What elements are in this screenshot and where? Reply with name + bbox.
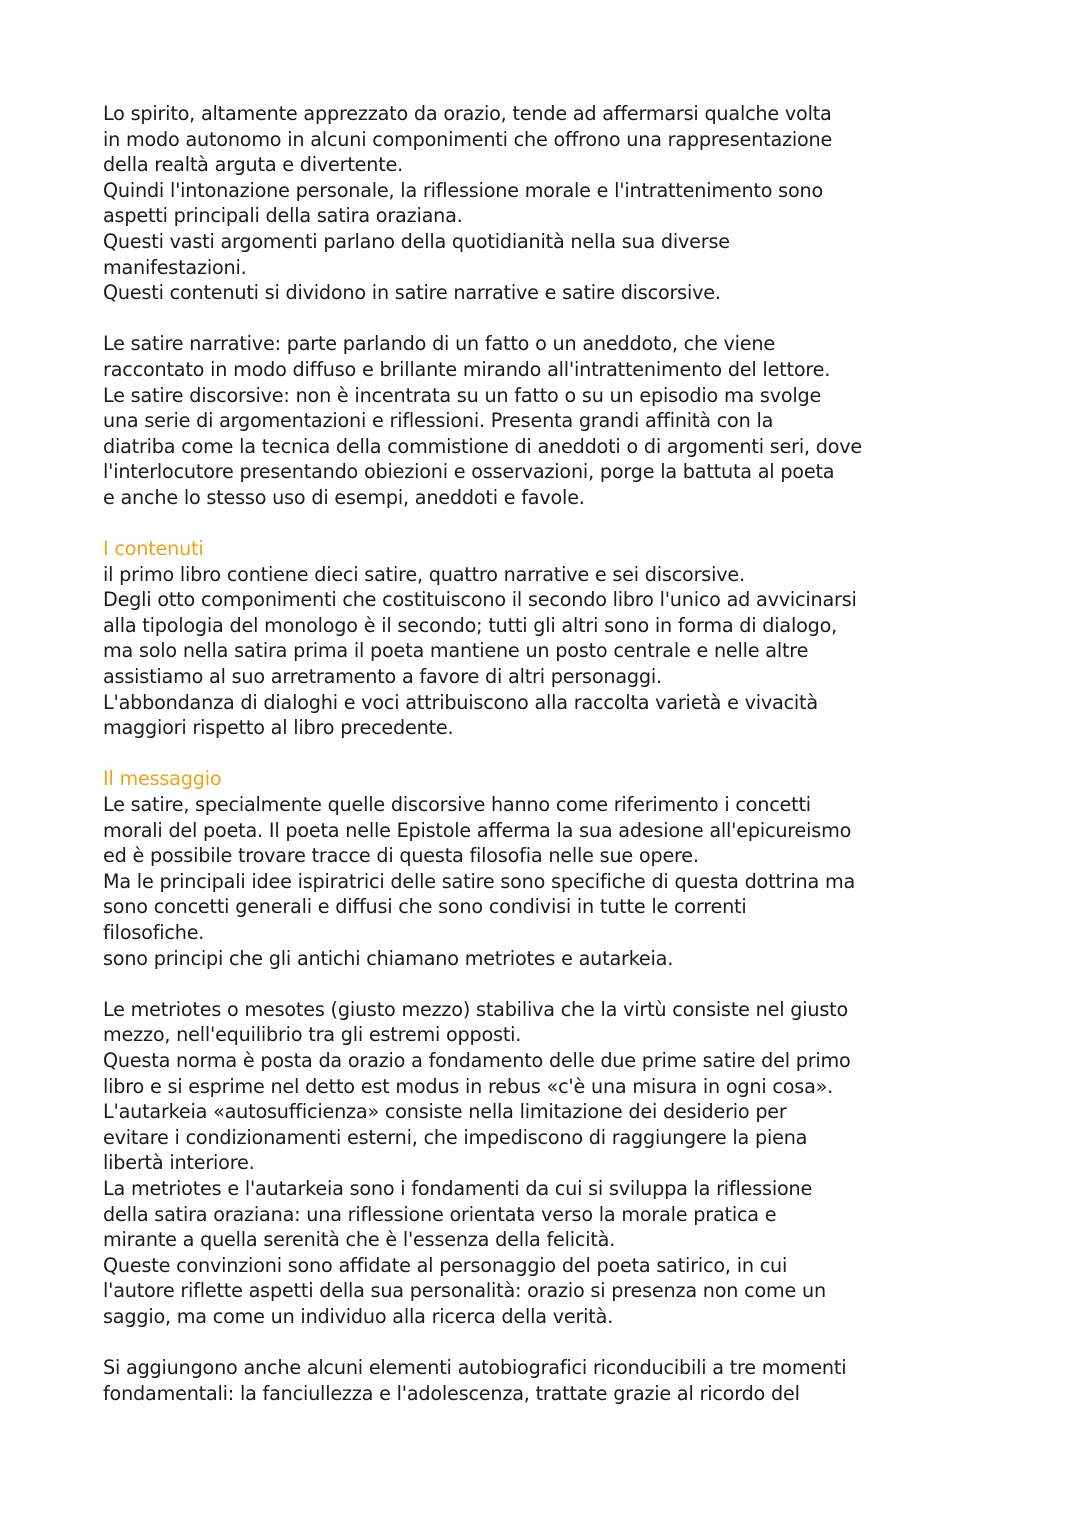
section-heading-contenuti: I contenuti xyxy=(103,537,204,561)
text-line: Degli otto componimenti che costituiscono il secondo libro l'unico ad avvicinarsi xyxy=(103,588,857,612)
text-line: sono principi che gli antichi chiamano metriotes e autarkeia. xyxy=(103,946,674,970)
text-line: manifestazioni. xyxy=(103,255,247,279)
text-line: libertà interiore. xyxy=(103,1151,255,1175)
text-line: evitare i condizionamenti esterni, che impediscono di raggiungere la piena xyxy=(103,1125,808,1149)
text-line: Ma le principali idee ispiratrici delle satire sono specifiche di questa dottrina ma xyxy=(103,869,856,893)
text-line: L'abbondanza di dialoghi e voci attribuiscono alla raccolta varietà e vivacità xyxy=(103,690,818,714)
text-line: l'autore riflette aspetti della sua personalità: orazio si presenza non come un xyxy=(103,1279,826,1303)
text-line: maggiori rispetto al libro precedente. xyxy=(103,716,454,740)
text-line: della realtà arguta e divertente. xyxy=(103,153,404,177)
text-line: sono concetti generali e diffusi che sono condivisi in tutte le correnti xyxy=(103,895,747,919)
text-line: raccontato in modo diffuso e brillante mirando all'intrattenimento del lettore. xyxy=(103,357,831,381)
text-line: ma solo nella satira prima il poeta mantiene un posto centrale e nelle altre xyxy=(103,639,809,663)
contenuti-section xyxy=(103,536,983,741)
text-line: Queste convinzioni sono affidate al personaggio del poeta satirico, in cui xyxy=(103,1253,788,1277)
text-line: della satira oraziana: una riflessione orientata verso la morale pratica e xyxy=(103,1202,777,1226)
text-line: Le satire discorsive: non è incentrata su un fatto o su un episodio ma svolge xyxy=(103,383,822,407)
text-line: mezzo, nell'equilibrio tra gli estremi opposti. xyxy=(103,1023,522,1047)
text-line: assistiamo al suo arretramento a favore di altri personaggi. xyxy=(103,665,662,689)
text-line: l'interlocutore presentando obiezioni e osservazioni, porge la battuta al poeta xyxy=(103,460,835,484)
text-line: Le metriotes o mesotes (giusto mezzo) stabiliva che la virtù consiste nel giusto xyxy=(103,997,848,1021)
text-line: Le satire narrative: parte parlando di un fatto o un aneddoto, che viene xyxy=(103,332,775,356)
intro-paragraph xyxy=(103,101,983,306)
text-line: Le satire, specialmente quelle discorsive hanno come riferimento i concetti xyxy=(103,793,811,817)
text-line: aspetti principali della satira oraziana. xyxy=(103,204,463,228)
text-line: saggio, ma come un individuo alla ricerca della verità. xyxy=(103,1304,614,1328)
text-line: L'autarkeia «autosufficienza» consiste nella limitazione dei desiderio per xyxy=(103,1100,787,1124)
text-line: fondamentali: la fanciullezza e l'adolescenza, trattate grazie al ricordo del xyxy=(103,1381,800,1405)
paragraph-gap xyxy=(103,971,983,997)
paragraph-gap xyxy=(103,741,983,767)
paragraph-gap xyxy=(103,306,983,332)
text-line: Lo spirito, altamente apprezzato da orazio, tende ad affermarsi qualche volta xyxy=(103,102,832,125)
text-line: libro e si esprime nel detto est modus in rebus «c'è una misura in ogni cosa». xyxy=(103,1074,834,1098)
text-line: Questi contenuti si dividono in satire narrative e satire discorsive. xyxy=(103,281,721,305)
text-line: Quindi l'intonazione personale, la riflessione morale e l'intrattenimento sono xyxy=(103,178,824,202)
text-line: Questi vasti argomenti parlano della quotidianità nella sua diverse xyxy=(103,229,730,253)
text-line: mirante a quella serenità che è l'essenza della felicità. xyxy=(103,1228,616,1252)
text-line: filosofiche. xyxy=(103,921,205,944)
metriotes-paragraph xyxy=(103,997,983,1330)
page-content xyxy=(103,101,983,1406)
text-line: alla tipologia del monologo è il secondo; tutti gli altri sono in forma di dialogo, xyxy=(103,613,838,637)
section-heading-messaggio: Il messaggio xyxy=(103,767,222,791)
satire-types-paragraph xyxy=(103,331,983,510)
autobiografia-paragraph xyxy=(103,1355,983,1406)
paragraph-gap xyxy=(103,511,983,537)
text-line: morali del poeta. Il poeta nelle Epistole afferma la sua adesione all'epicureismo xyxy=(103,818,852,842)
messaggio-section xyxy=(103,766,983,971)
text-line: il primo libro contiene dieci satire, quattro narrative e sei discorsive. xyxy=(103,562,745,586)
text-line: Si aggiungono anche alcuni elementi autobiografici riconducibili a tre momenti xyxy=(103,1356,847,1380)
text-line: una serie di argomentazioni e riflessioni. Presenta grandi affinità con la xyxy=(103,409,774,433)
text-line: in modo autonomo in alcuni componimenti che offrono una rappresentazione xyxy=(103,127,833,151)
text-line: La metriotes e l'autarkeia sono i fondamenti da cui si sviluppa la riflessione xyxy=(103,1176,813,1200)
text-line: diatriba come la tecnica della commistione di aneddoti o di argomenti seri, dove xyxy=(103,434,863,458)
text-line: ed è possibile trovare tracce di questa filosofia nelle sue opere. xyxy=(103,844,699,868)
paragraph-gap xyxy=(103,1330,983,1356)
text-line: e anche lo stesso uso di esempi, aneddoti e favole. xyxy=(103,485,585,509)
text-line: Questa norma è posta da orazio a fondamento delle due prime satire del primo xyxy=(103,1048,851,1072)
